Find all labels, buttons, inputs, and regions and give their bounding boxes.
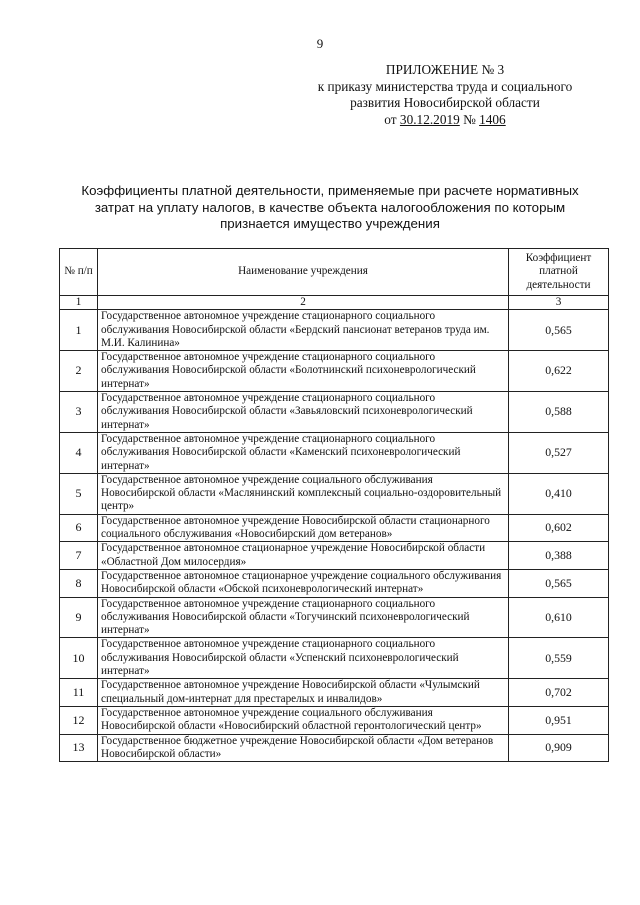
appendix-ministry-line: развития Новосибирской области xyxy=(350,95,540,110)
table-header-row xyxy=(60,249,609,296)
row-number: 12 xyxy=(60,706,98,734)
row-number: 5 xyxy=(60,473,98,514)
row-number: 3 xyxy=(60,392,98,433)
coefficient-value: 0,951 xyxy=(509,706,609,734)
coefficient-value: 0,410 xyxy=(509,473,609,514)
institution-name: Государственное автономное учреждение стационарного социального обслуживания Новосибирской области «Тогучинский психоневрологический интернат» xyxy=(98,597,509,638)
appendix-from: от xyxy=(384,111,397,127)
coefficient-value: 0,602 xyxy=(509,514,609,542)
row-number: 1 xyxy=(60,310,98,351)
institution-name: Государственное автономное учреждение Новосибирской области «Чулымский специальный дом-интернат для престарелых и инвалидов» xyxy=(98,679,509,707)
row-number: 6 xyxy=(60,514,98,542)
row-number: 8 xyxy=(60,569,98,597)
row-number: 13 xyxy=(60,734,98,762)
appendix-title: ПРИЛОЖЕНИЕ № 3 xyxy=(385,62,505,77)
coefficient-value: 0,527 xyxy=(509,432,609,473)
institution-name: Государственное автономное учреждение социального обслуживания Новосибирской области «Маслянинский комплексный социально-оздоровительный центр» xyxy=(98,473,509,514)
page-number: 9 xyxy=(316,36,324,51)
institution-name: Государственное автономное учреждение социального обслуживания Новосибирской области «Новосибирский областной геронтологический центр» xyxy=(98,706,509,734)
table-row xyxy=(60,542,609,570)
table-row xyxy=(60,734,609,762)
table-row xyxy=(60,569,609,597)
column-number: 3 xyxy=(509,296,609,310)
row-number: 10 xyxy=(60,638,98,679)
header-coef: Коэффициент платной деятельности xyxy=(509,249,609,296)
table-row xyxy=(60,351,609,392)
table-row xyxy=(60,597,609,638)
table-row xyxy=(60,679,609,707)
table-row xyxy=(60,638,609,679)
institution-name: Государственное автономное учреждение Новосибирской области стационарного социального обслуживания «Новосибирский дом ветеранов» xyxy=(98,514,509,542)
table-row xyxy=(60,514,609,542)
table-row xyxy=(60,310,609,351)
document-title: Коэффициенты платной деятельности, применяемые при расчете нормативных затрат на уплату налогов, в качестве объекта налогообложения по которым признается имущество учреждения xyxy=(81,183,579,231)
coefficient-value: 0,565 xyxy=(509,569,609,597)
column-number-row xyxy=(60,296,609,310)
coefficient-value: 0,588 xyxy=(509,392,609,433)
institution-name: Государственное автономное стационарное учреждение Новосибирской области «Областной Дом милосердия» xyxy=(98,542,509,570)
institution-name: Государственное автономное учреждение стационарного социального обслуживания Новосибирской области «Бердский пансионат ветеранов труда им. М.И. Калинина» xyxy=(98,310,509,351)
column-number: 1 xyxy=(60,296,98,310)
coefficient-value: 0,565 xyxy=(509,310,609,351)
row-number: 2 xyxy=(60,351,98,392)
header-num: № п/п xyxy=(60,249,98,296)
appendix-order-line: к приказу министерства труда и социального xyxy=(317,78,573,94)
coefficient-value: 0,622 xyxy=(509,351,609,392)
institution-name: Государственное автономное учреждение стационарного социального обслуживания Новосибирской области «Каменский психоневрологический интернат» xyxy=(98,432,509,473)
coefficient-value: 0,909 xyxy=(509,734,609,762)
coefficients-table xyxy=(59,248,609,762)
order-number: 1406 xyxy=(479,111,506,127)
coefficient-value: 0,559 xyxy=(509,638,609,679)
appendix-date-line xyxy=(250,112,640,129)
header-name: Наименование учреждения xyxy=(98,249,509,296)
coefficient-value: 0,388 xyxy=(509,542,609,570)
table-row xyxy=(60,473,609,514)
coefficient-value: 0,702 xyxy=(509,679,609,707)
column-number: 2 xyxy=(98,296,509,310)
institution-name: Государственное автономное учреждение стационарного социального обслуживания Новосибирской области «Болотнинский психоневрологический интернат» xyxy=(98,351,509,392)
table-row xyxy=(60,432,609,473)
row-number: 4 xyxy=(60,432,98,473)
coefficient-value: 0,610 xyxy=(509,597,609,638)
row-number: 7 xyxy=(60,542,98,570)
institution-name: Государственное автономное стационарное учреждение социального обслуживания Новосибирской области «Обской психоневрологический интернат» xyxy=(98,569,509,597)
institution-name: Государственное бюджетное учреждение Новосибирской области «Дом ветеранов Новосибирской области» xyxy=(98,734,509,762)
institution-name: Государственное автономное учреждение стационарного социального обслуживания Новосибирской области «Успенский психоневрологический интернат» xyxy=(98,638,509,679)
appendix-header xyxy=(250,62,640,128)
row-number: 11 xyxy=(60,679,98,707)
row-number: 9 xyxy=(60,597,98,638)
table-row xyxy=(60,392,609,433)
table-row xyxy=(60,706,609,734)
order-date: 30.12.2019 xyxy=(399,111,460,127)
institution-name: Государственное автономное учреждение стационарного социального обслуживания Новосибирской области «Завьяловский психоневрологический интернат» xyxy=(98,392,509,433)
order-number-sign: № xyxy=(463,111,476,127)
